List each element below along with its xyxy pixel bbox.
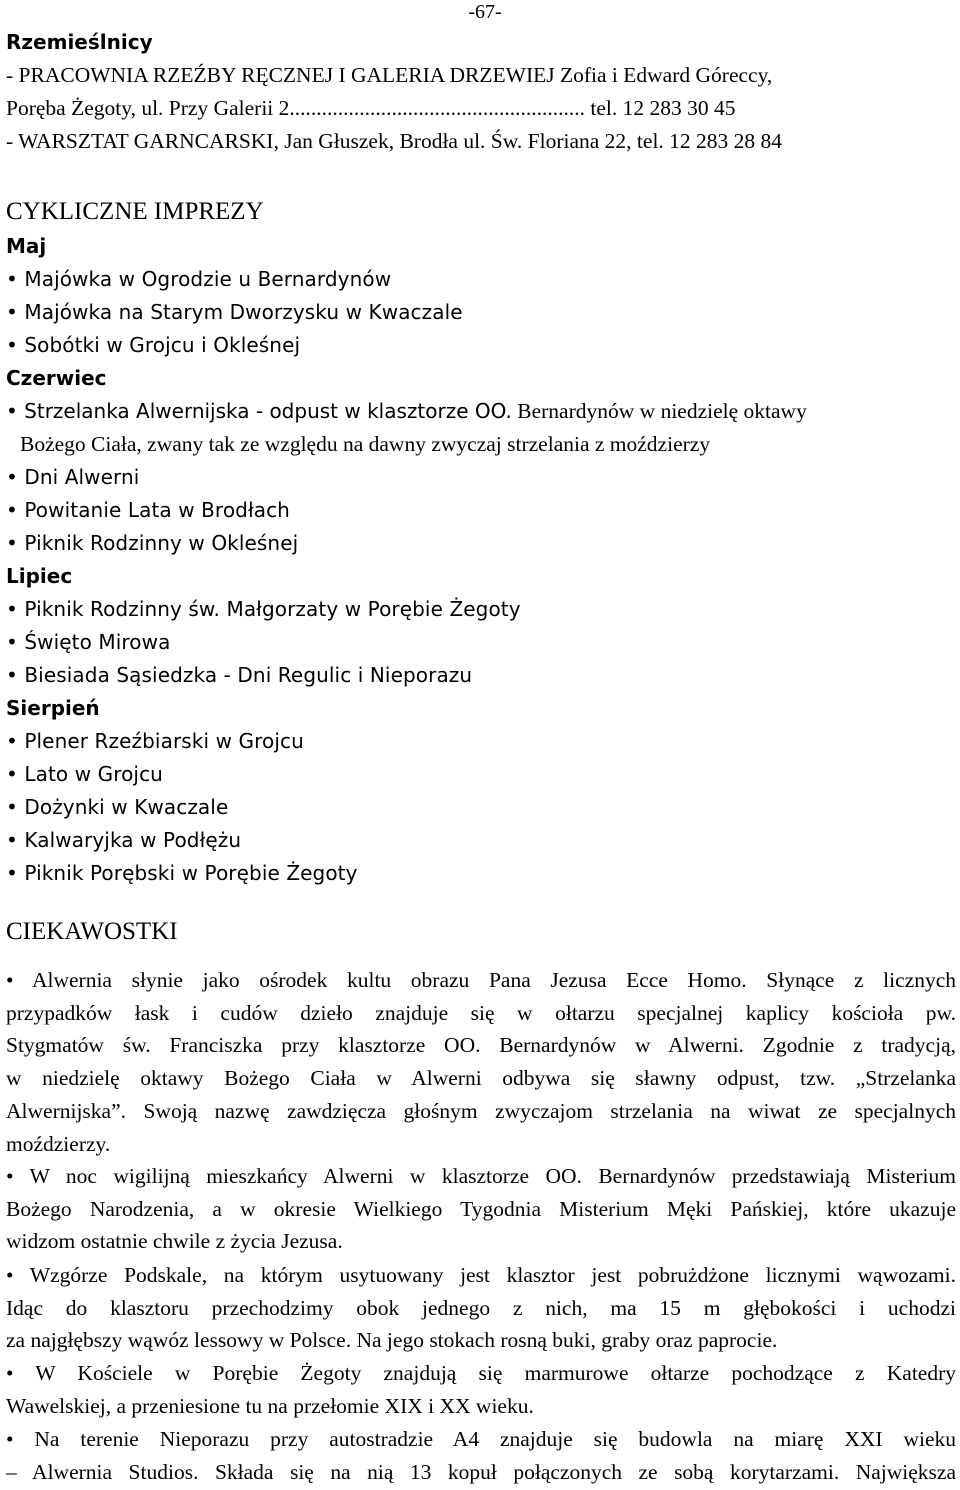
paragraph-line: • W Kościele w Porębie Żegoty znajdują się marmurowe ołtarze pochodzące z Katedry — [6, 1361, 956, 1385]
event-item: • Sobótki w Grojcu i Okleśnej — [6, 333, 301, 357]
craftsmen-heading: Rzemieślnicy — [6, 30, 153, 54]
event-item: • Biesiada Sąsiedzka - Dni Regulic i Nieporazu — [6, 663, 473, 687]
month-label-june: Czerwiec — [6, 366, 107, 390]
paragraph-line: moździerzy. — [6, 1131, 111, 1156]
curiosities-heading: CIEKAWOSTKI — [6, 918, 178, 945]
event-item-continuation: Bożego Ciała, zwany tak ze względu na dawny zwyczaj strzelania z moździerzy — [20, 432, 711, 456]
paragraph-line: Idąc do klasztoru przechodzimy obok jednego z nich, ma 15 m głębokości i uchodzi — [6, 1295, 956, 1320]
paragraph-line: – Alwernia Studios. Składa się na nią 13 kopuł połączonych ze sobą korytarzami. Największa — [6, 1459, 956, 1484]
event-item-part: • Strzelanka Alwernijska - odpust w klasztorze OO. — [6, 399, 512, 423]
paragraph-line: Alwernijska”. Swoją nazwę zawdzięcza głośnym zwyczajom strzelania na wiwat ze specjalnych — [6, 1098, 956, 1123]
event-item: • Dożynki w Kwaczale — [6, 795, 229, 819]
curiosity-paragraph-3 — [6, 1259, 956, 1357]
event-item: • Piknik Rodzinny w Okleśnej — [6, 531, 299, 555]
paragraph-line: widzom ostatnie chwile z życia Jezusa. — [6, 1229, 343, 1254]
curiosity-paragraph-5 — [6, 1423, 956, 1488]
event-item-part: Bernardynów w niedzielę oktawy — [511, 399, 807, 423]
paragraph-line: za najgłębszy wąwóz lessowy w Polsce. Na jego stokach rosną buki, graby oraz paprocie. — [6, 1328, 778, 1353]
curiosities-section — [6, 914, 956, 950]
paragraph-line: • W noc wigilijną mieszkańcy Alwerni w klasztorze OO. Bernardynów przedstawiają Misterium — [6, 1164, 956, 1188]
month-label-july: Lipiec — [6, 564, 73, 588]
curiosity-paragraph-2 — [6, 1160, 956, 1258]
curiosity-paragraph-4 — [6, 1357, 956, 1422]
craftsmen-line: Poręba Żegoty, ul. Przy Galerii 2....................................................... tel. 12 283 30 45 — [6, 96, 736, 120]
event-item: • Piknik Rodzinny św. Małgorzaty w Porębie Żegoty — [6, 597, 521, 621]
event-item: • Święto Mirowa — [6, 630, 171, 654]
events-heading: CYKLICZNE IMPREZY — [6, 198, 264, 225]
paragraph-line: w niedzielę oktawy Bożego Ciała w Alwerni odbywa się sławny odpust, tzw. „Strzelanka — [6, 1066, 956, 1091]
events-section — [6, 194, 956, 890]
curiosity-paragraph-1 — [6, 964, 956, 1160]
paragraph-line: • Na terenie Nieporazu przy autostradzie A4 znajduje się budowla na miarę XXI wieku — [6, 1427, 956, 1451]
craftsmen-line: - PRACOWNIA RZEŹBY RĘCZNEJ I GALERIA DRZEWIEJ Zofia i Edward Góreccy, — [6, 63, 773, 87]
paragraph-line: Bożego Narodzenia, a w okresie Wielkiego Tygodnia Misterium Męki Pańskiej, które ukazuje — [6, 1196, 956, 1221]
event-item: • Plener Rzeźbiarski w Grojcu — [6, 729, 304, 753]
event-item: • Powitanie Lata w Brodłach — [6, 498, 290, 522]
craftsmen-section — [6, 26, 956, 158]
event-item: • Kalwaryjka w Podłężu — [6, 828, 242, 852]
event-item: • Lato w Grojcu — [6, 762, 163, 786]
event-item: • Majówka w Ogrodzie u Bernardynów — [6, 267, 392, 291]
month-label-august: Sierpień — [6, 696, 100, 720]
paragraph-line: Stygmatów św. Franciszka przy klasztorze OO. Bernardynów w Alwerni. Zgodnie z tradycją, — [6, 1033, 956, 1058]
month-label-may: Maj — [6, 234, 47, 258]
craftsmen-line: - WARSZTAT GARNCARSKI, Jan Głuszek, Brodła ul. Św. Floriana 22, tel. 12 283 28 84 — [6, 129, 783, 153]
paragraph-line: przypadków łask i cudów dzieło znajduje się w ołtarzu specjalnej kaplicy kościoła pw. — [6, 1000, 956, 1025]
paragraph-line: • Alwernia słynie jako ośrodek kultu obrazu Pana Jezusa Ecce Homo. Słynące z licznych — [6, 968, 956, 992]
page-number: -67- — [468, 1, 502, 23]
event-item: • Majówka na Starym Dworzysku w Kwaczale — [6, 300, 463, 324]
paragraph-line: • Wzgórze Podskale, na którym usytuowany jest klasztor jest pobrużdżone licznymi wąwozami. — [6, 1263, 956, 1287]
event-item — [6, 395, 956, 428]
paragraph-line: Wawelskiej, a przeniesione tu na przełomie XIX i XX wieku. — [6, 1393, 534, 1418]
event-item: • Piknik Porębski w Porębie Żegoty — [6, 861, 358, 885]
event-item: • Dni Alwerni — [6, 465, 140, 489]
